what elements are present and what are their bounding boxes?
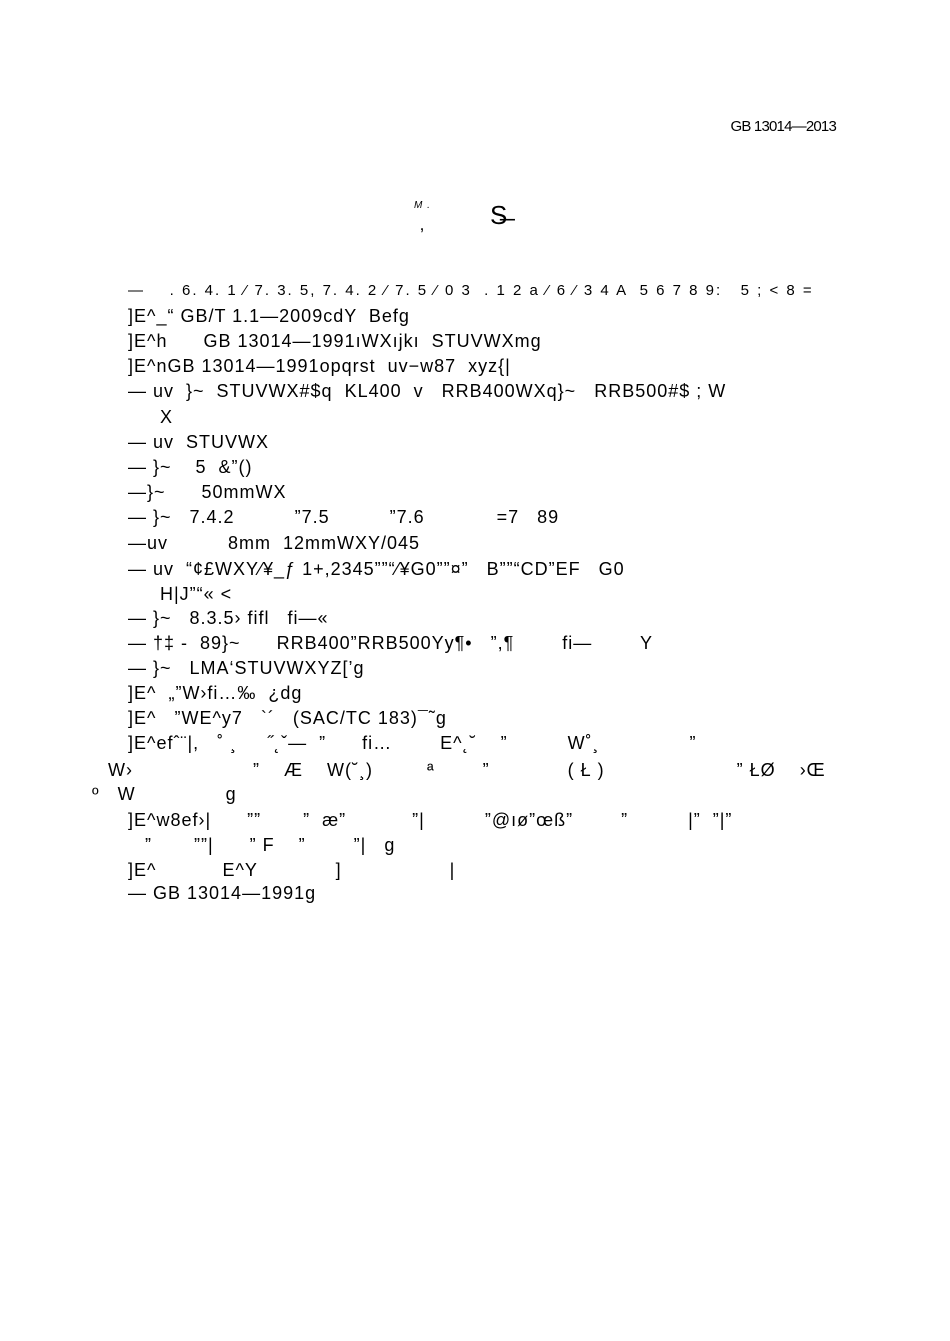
body-line-24: ]E^ E^Y ] | (128, 860, 456, 880)
title-part-2: ‚ (420, 214, 424, 234)
body-line-16: — }~ LMA‘STUVWXYZ[’g (128, 658, 365, 678)
title-part-1: M . (414, 200, 431, 211)
body-line-2: ]E^_“ GB/T 1.1—2009cdY Befg (128, 306, 410, 326)
body-line-10: — }~ 7.4.2 ”7.5 ”7.6 =7 89 (128, 507, 560, 527)
body-line-11: —uv 8mm 12mmWXY/045 (128, 533, 421, 553)
body-line-5: — uv }~ STUVWX#$q KL400 v RRB400WXq}~ RRB500#$ ; W (128, 381, 727, 401)
body-line-6: X (160, 407, 174, 427)
standard-number: GB 13014—2013 (730, 118, 836, 135)
foreword-title (412, 198, 542, 238)
body-line-14: — }~ 8.3.5› fifl fi—« (128, 608, 329, 628)
body-line-17: ]E^ „”W›fi…‰ ¿dg (128, 683, 303, 703)
body-line-21: º W g (92, 784, 237, 804)
body-line-20: W› ” Æ W(˘¸) ª ” ( Ł ) ” ŁØ ›Œ (108, 760, 826, 780)
title-part-3: S̶ (490, 200, 508, 230)
body-line-19: ]E^efˆ¨|, ˚ ¸ ˝˛ˇ— ” fi… E^˛˘ ” W˚¸ ” (128, 733, 697, 753)
body-line-9: —}~ 50mmWX (128, 482, 287, 502)
body-line-18: ]E^ ”WE^y7 `´ (SAC/TC 183)¯˜g (128, 708, 447, 728)
body-line-3: ]E^h GB 13014—1991ıWXıjkı STUVWXmg (128, 331, 542, 351)
body-line-4: ]E^nGB 13014—1991opqrst uv−w87 xyz{| (128, 356, 511, 376)
body-line-15: — †‡ - 89}~ RRB400”RRB500Yy¶• ”,¶ fi— Y (128, 633, 653, 653)
body-line-12: — uv “¢£WXY⁄¥_ƒ 1+,2345””“⁄¥G0””¤” B””“CD”EF G0 (128, 559, 625, 579)
body-line-7: — uv STUVWX (128, 432, 270, 452)
body-line-22: ]E^w8ef›| ”” ” æ” ”| ”@ıø”œß” ” |” ”|” (128, 810, 733, 830)
body-line-25: — GB 13014—1991g (128, 883, 317, 903)
body-line-8: — }~ 5 &”() (128, 457, 253, 477)
body-line-1: — . 6. 4. 1 ⁄ 7. 3. 5, 7. 4. 2 ⁄ 7. 5 ⁄ 0 3 . 1 2 a ⁄ 6 ⁄ 3 4 A 5 6 7 8 9: 5 ; < 8 = (128, 282, 814, 299)
body-line-13: H|J”“« < (160, 584, 233, 604)
body-line-23: ” ””| ” F ” ”| g (145, 835, 396, 855)
